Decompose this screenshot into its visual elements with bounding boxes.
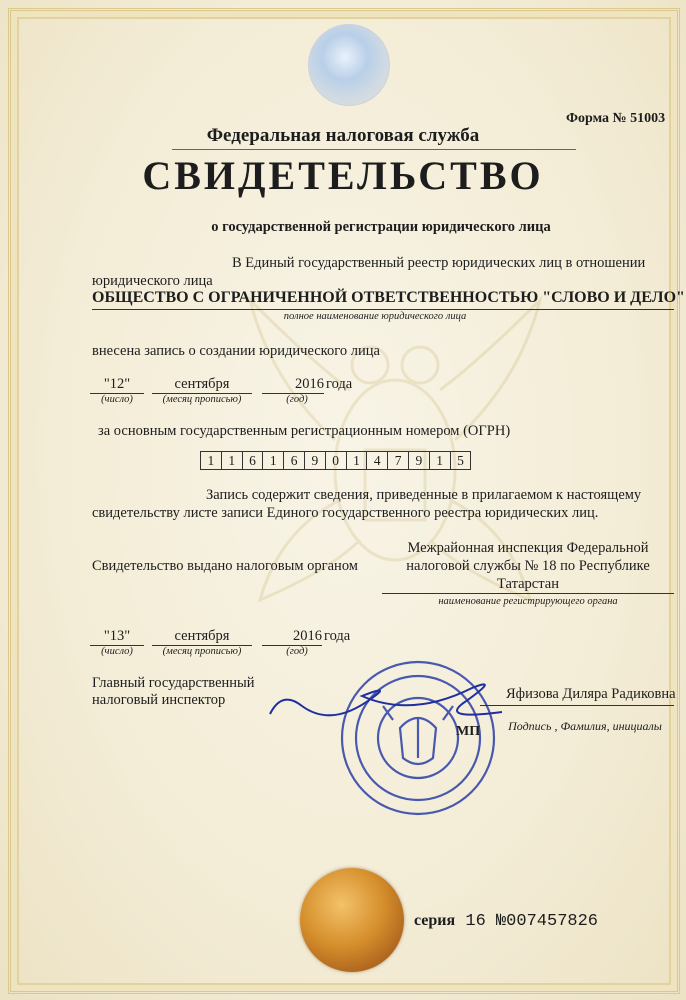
document-subtitle: о государственной регистрации юридического лица bbox=[211, 219, 551, 235]
authority-caption: наименование регистрирующего органа bbox=[438, 596, 618, 607]
issuer-label: Свидетельство выдано налоговым органом bbox=[92, 558, 358, 574]
issue-year-caption: (год) bbox=[286, 646, 308, 657]
authority-line-2: налоговой службы № 18 по Республике bbox=[406, 558, 650, 574]
ogrn-digit: 1 bbox=[430, 452, 451, 469]
ogrn-digit: 0 bbox=[326, 452, 347, 469]
ogrn-digit: 9 bbox=[305, 452, 326, 469]
reg-month: сентября bbox=[152, 376, 252, 394]
authority-line-3: Татарстан bbox=[497, 576, 559, 592]
ogrn-digit: 7 bbox=[388, 452, 409, 469]
ogrn-digit: 1 bbox=[263, 452, 284, 469]
issue-day-caption: (число) bbox=[101, 646, 133, 657]
hologram-emblem bbox=[308, 24, 390, 106]
authority-underline bbox=[382, 593, 674, 594]
company-underline bbox=[92, 309, 674, 310]
issue-year-word: года bbox=[324, 628, 351, 644]
intro-line-2: юридического лица bbox=[92, 273, 213, 289]
details-line-1: Запись содержит сведения, приведенные в прилагаемом к настоящему bbox=[206, 487, 642, 503]
service-underline bbox=[172, 149, 576, 150]
company-caption: полное наименование юридического лица bbox=[283, 311, 467, 322]
intro-line-1: В Единый государственный реестр юридических лиц в отношении bbox=[232, 255, 646, 271]
ogrn-digit: 9 bbox=[409, 452, 430, 469]
position-line-2: налоговый инспектор bbox=[92, 692, 226, 708]
ogrn-number-boxes bbox=[200, 451, 471, 470]
reg-day: "12" bbox=[90, 376, 144, 394]
serial-number bbox=[414, 912, 598, 931]
issue-month: сентября bbox=[152, 628, 252, 646]
authority-line-1: Межрайонная инспекция Федеральной bbox=[407, 540, 649, 556]
form-number: Форма № 51003 bbox=[566, 111, 666, 126]
details-line-2: свидетельству листе записи Единого государственного реестра юридических лиц. bbox=[92, 505, 599, 521]
ogrn-label: за основным государственным регистрационным номером (ОГРН) bbox=[98, 423, 511, 439]
series-value: 16 bbox=[465, 912, 486, 931]
company-name: ОБЩЕСТВО С ОГРАНИЧЕННОЙ ОТВЕТСТВЕННОСТЬЮ "СЛОВО И ДЕЛО" bbox=[92, 289, 685, 306]
reg-year: 2016 bbox=[262, 376, 324, 394]
record-text: внесена запись о создании юридического лица bbox=[92, 343, 380, 359]
signature-underline bbox=[480, 705, 674, 706]
service-name: Федеральная налоговая служба bbox=[206, 125, 480, 146]
reg-day-caption: (число) bbox=[101, 394, 133, 405]
series-label: серия bbox=[414, 912, 456, 929]
ogrn-digit: 4 bbox=[367, 452, 388, 469]
ogrn-digit: 1 bbox=[222, 452, 243, 469]
ogrn-digit: 5 bbox=[457, 453, 464, 468]
reg-year-caption: (год) bbox=[286, 394, 308, 405]
ogrn-digit: 1 bbox=[347, 452, 368, 469]
stamp-mark: МП bbox=[456, 724, 481, 739]
document-number: №007457826 bbox=[495, 912, 599, 931]
issue-day: "13" bbox=[90, 628, 144, 646]
ogrn-digit: 1 bbox=[201, 452, 222, 469]
document-title: СВИДЕТЕЛЬСТВО bbox=[142, 153, 544, 198]
ogrn-digit: 6 bbox=[243, 452, 264, 469]
position-line-1: Главный государственный bbox=[92, 675, 255, 691]
inspector-name: Яфизова Диляра Радиковна bbox=[506, 686, 676, 702]
reg-year-word: года bbox=[326, 376, 353, 392]
gold-seal bbox=[300, 868, 404, 972]
issue-year: 2016 bbox=[262, 628, 322, 646]
signature-scribble bbox=[262, 668, 522, 738]
reg-month-caption: (месяц прописью) bbox=[162, 394, 242, 405]
issue-month-caption: (месяц прописью) bbox=[162, 646, 242, 657]
eagle-watermark bbox=[230, 270, 560, 670]
ogrn-digit: 6 bbox=[284, 452, 305, 469]
signature-caption: Подпись , Фамилия, инициалы bbox=[508, 719, 662, 733]
